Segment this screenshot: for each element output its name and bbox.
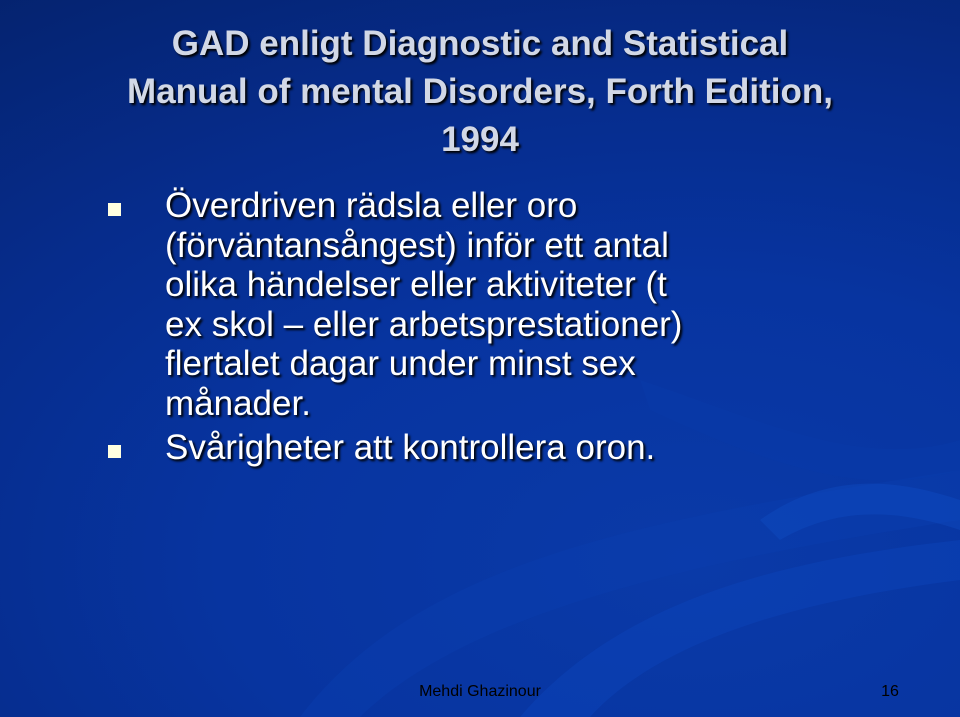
bullet-line: månader. <box>165 383 311 423</box>
page-number: 16 <box>881 683 899 700</box>
bullet-line: flertalet dagar under minst sex <box>165 344 636 383</box>
slide-title <box>40 20 920 164</box>
title-line-2: Manual of mental Disorders, Forth Edition, <box>127 72 833 111</box>
bullet-line: olika händelser eller aktiviteter (t <box>165 265 667 304</box>
title-line-3: 1994 <box>441 120 519 159</box>
square-bullet-icon <box>108 203 121 216</box>
bullet-line: Överdriven rädsla eller oro <box>165 186 578 225</box>
bullet-item <box>100 186 820 423</box>
bullet-line: ex skol – eller arbetsprestationer) <box>165 304 683 344</box>
bullet-list <box>100 186 820 473</box>
title-line-1: GAD enligt Diagnostic and Statistical <box>171 24 789 63</box>
bullet-line: (förväntansångest) inför ett antal <box>165 225 669 265</box>
square-bullet-icon <box>108 445 121 458</box>
bullet-line: Svårigheter att kontrollera oron. <box>165 428 656 467</box>
bullet-item <box>100 428 820 468</box>
footer-author: Mehdi Ghazinour <box>419 683 541 700</box>
